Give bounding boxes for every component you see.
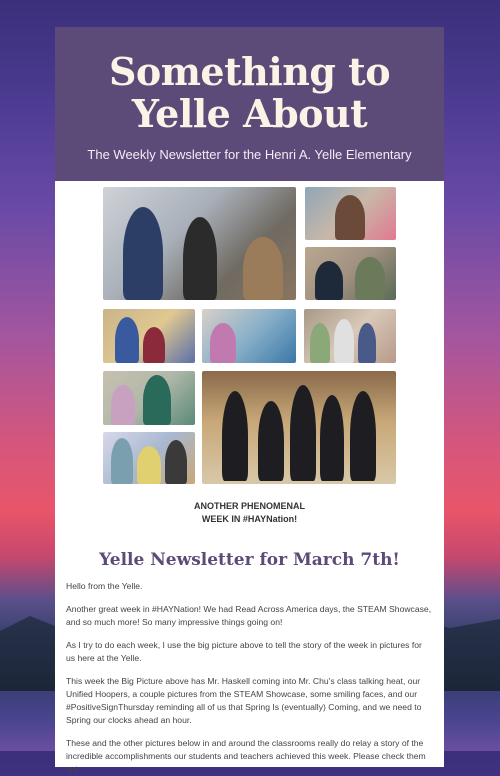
paragraph: Another great week in #HAYNation! We had Read Across America days, the STEAM Showcase, and so much more! So many impressive things going on!	[66, 604, 432, 627]
newsletter-body	[55, 580, 444, 776]
photo-kids-sign	[103, 432, 195, 484]
photo-classroom-heat	[103, 187, 296, 300]
title-line-1: Something to	[108, 49, 391, 94]
photo-unified-team	[202, 371, 396, 484]
paragraph: Hello from the Yelle.	[66, 581, 143, 591]
newsletter-subtitle: The Weekly Newsletter for the Henri A. Yelle Elementary	[87, 147, 412, 162]
paragraph: These and the other pictures below in and around the classrooms really do relay a story of the incredible accomplishments our students and teachers achieved this week. Please check them out	[66, 738, 426, 774]
newsletter-card	[55, 27, 444, 774]
photo-positive-sign	[304, 309, 396, 363]
caption-line-1: ANOTHER PHENOMENAL	[193, 501, 305, 511]
collage-caption	[55, 500, 444, 526]
photo-collage	[55, 181, 444, 486]
photo-two-girls	[103, 371, 195, 425]
newsletter-headline: Yelle Newsletter for March 7th!	[99, 550, 400, 570]
paragraph: As I try to do each week, I use the big picture above to tell the story of the week in pictures for us here at the Yelle.	[66, 640, 422, 663]
photo-smiling-girl	[305, 187, 396, 240]
photo-two-boys	[305, 247, 396, 300]
newsletter-title	[55, 51, 444, 135]
photo-steam-showcase	[202, 309, 296, 363]
photo-hoopers-gym	[103, 309, 195, 363]
paragraph: This week the Big Picture above has Mr. Haskell coming into Mr. Chu's class talking heat, our Unified Hoopers, a couple pictures from the STEAM Showcase, some smiling faces, and our #PositiveSignThursday reminding all of us that Spring Is (eventually) Coming, and we need to Spring our clocks ahead an hour.	[66, 676, 422, 725]
caption-line-2: WEEK IN #HAYNation!	[201, 514, 298, 524]
title-line-2: Yelle About	[131, 91, 368, 136]
newsletter-header	[55, 27, 444, 181]
